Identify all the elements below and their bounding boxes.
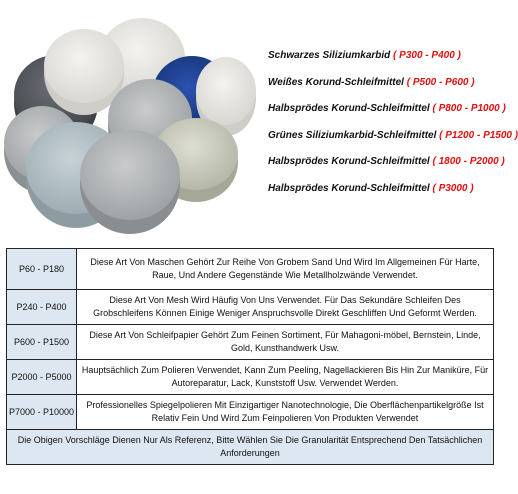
grade-name: Halbsprödes Korund-Schleifmittel <box>268 156 430 168</box>
grit-cell: P240 - P400 <box>7 290 77 325</box>
table-row <box>7 395 494 430</box>
grade-range: P800 - P1000 <box>438 103 500 115</box>
grade-line: Schwarzes Siliziumkarbid ( P300 - P400 ) <box>268 50 461 61</box>
grade-name: Halbsprödes Korund-Schleifmittel <box>268 182 430 194</box>
grit-cell: P60 - P180 <box>7 249 77 290</box>
grit-cell: P7000 - P10000 <box>7 395 77 430</box>
grit-cell: P600 - P1500 <box>7 325 77 360</box>
grade-range: P3000 <box>438 182 468 194</box>
description-cell: Diese Art Von Mesh Wird Häufig Von Uns Verwendet. Für Das Sekundäre Schleifen Des Grobschleifens Können Einige Weniger Anspruchsvolle Direkt Geschliffen Und Geformt Werden. <box>77 290 494 325</box>
description-cell: Hauptsächlich Zum Polieren Verwendet, Kann Zum Peeling, Nagellackieren Bis Hin Zur Maniküre, Für Autoreparatur, Lack, Kunststoff Usw. Verwendet Werden. <box>77 360 494 395</box>
description-cell: Diese Art Von Schleifpapier Gehört Zum Feinen Sortiment, Für Mahagoni-möbel, Bernstein, Linde, Gold, Kunsthandwerk Usw. <box>77 325 494 360</box>
table-row <box>7 249 494 290</box>
grit-usage-table <box>6 248 494 465</box>
table-row <box>7 360 494 395</box>
grade-line: Halbsprödes Korund-Schleifmittel ( P800 - P1000 ) <box>268 103 506 115</box>
grade-line: Weißes Korund-Schleifmittel ( P500 - P600 ) <box>268 76 475 88</box>
grit-cell: P2000 - P5000 <box>7 360 77 395</box>
grade-line: Halbsprödes Korund-Schleifmittel ( 1800 - P2000 ) <box>268 156 505 168</box>
grade-range: P1200 - P1500 <box>445 129 512 141</box>
grade-line: Grünes Siliziumkarbid-Schleifmittel ( P1200 - P1500 ) <box>268 129 518 141</box>
disc-gray-front <box>80 130 180 234</box>
grade-range: P500 - P600 <box>412 76 469 88</box>
grade-name: Halbsprödes Korund-Schleifmittel <box>268 103 430 115</box>
description-cell: Professionelles Spiegelpolieren Mit Einzigartiger Nanotechnologie, Die Oberflächenpartikelgröße Ist Relativ Fein Und Wird Zum Feinpolieren Von Produkten Verwendet <box>77 395 494 430</box>
reference-note: Die Obigen Vorschläge Dienen Nur Als Referenz, Bitte Wählen Sie Die Granularität Entsprechend Den Tatsächlichen Anforderungen <box>7 430 494 465</box>
table-row <box>7 325 494 360</box>
grade-line: Halbsprödes Korund-Schleifmittel ( P3000 ) <box>268 182 474 194</box>
grade-name: Weißes Korund-Schleifmittel <box>268 76 404 88</box>
description-cell: Diese Art Von Maschen Gehört Zur Reihe Von Grobem Sand Und Wird Im Allgemeinen Für Harte, Raue, Und Andere Gegenstände Wie Metallholzwände Verwendet. <box>77 249 494 290</box>
grade-range: 1800 - P2000 <box>438 156 499 168</box>
grade-name: Schwarzes Siliziumkarbid <box>268 50 391 61</box>
grade-list <box>268 46 518 206</box>
grade-name: Grünes Siliziumkarbid-Schleifmittel <box>268 129 437 141</box>
table-note-row <box>7 430 494 465</box>
sanding-discs-image <box>0 0 255 244</box>
grade-range: P300 - P400 <box>399 50 455 61</box>
table-row <box>7 290 494 325</box>
product-header <box>0 0 518 244</box>
